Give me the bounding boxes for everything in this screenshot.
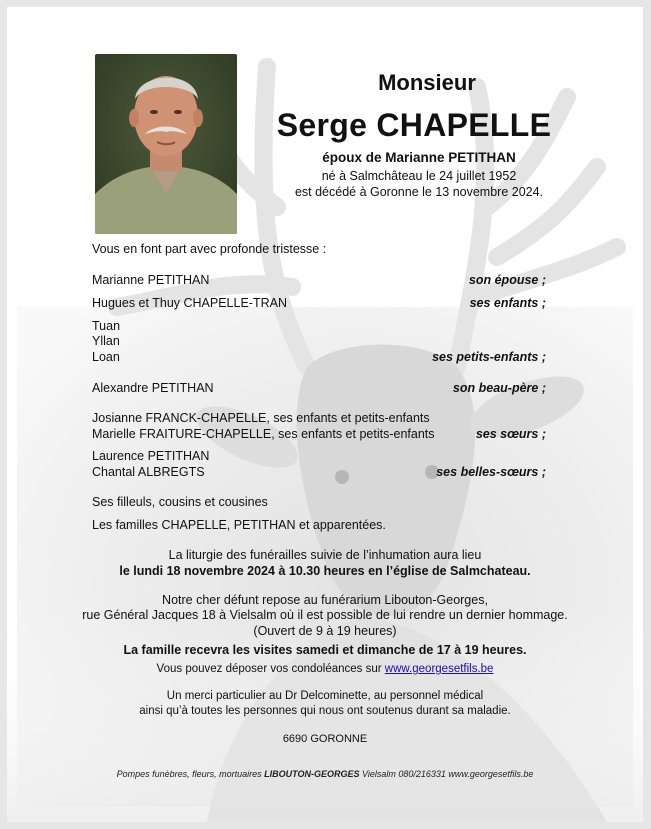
liturgy-line: La liturgie des funérailles suivie de l’inhumation aura lieu [168,548,482,562]
family-name: Loan [92,350,120,364]
family-relation: son épouse ; [468,273,546,287]
deceased-name: Serge CHAPELLE [276,107,552,143]
condolences-line [7,663,643,675]
family-relation: ses enfants ; [469,296,546,310]
footer-prefix: Pompes funèbres, fleurs, mortuaires [116,769,265,779]
thanks-line: Un merci particulier au Dr Delcominette, au personnel médical [166,690,484,702]
family-relation: ses belles-sœurs ; [436,465,546,479]
intro-text: Vous en font part avec profonde tristesse : [92,242,327,256]
rest-address: rue Général Jacques 18 à Vielsalm où il est possible de lui rendre un dernier hommage. [82,608,568,622]
family-name: Chantal ALBREGTS [92,465,205,479]
others-line: Les familles CHAPELLE, PETITHAN et apparentées. [92,518,386,532]
family-relation: ses petits-enfants ; [432,350,546,364]
footer-suffix: Vielsalm 080/216331 www.georgesetfils.be [359,769,534,779]
family-name: Hugues et Thuy CHAPELLE-TRAN [92,296,287,310]
family-relation: ses sœurs ; [475,427,546,441]
thanks-line: ainsi qu’à toutes les personnes qui nous ont soutenus durant sa maladie. [139,705,511,717]
footer-company: LIBOUTON-GEORGES [264,769,360,779]
birth-line: né à Salmchâteau le 24 juillet 1952 [321,169,517,183]
rest-line: Notre cher défunt repose au funérarium Libouton-Georges, [162,593,488,607]
honorific-title: Monsieur [378,70,476,95]
footer-line [7,769,643,779]
family-name: Laurence PETITHAN [92,449,210,463]
condolences-text: Vous pouvez déposer vos condoléances sur [156,663,385,675]
liturgy-date: le lundi 18 novembre 2024 à 10.30 heures en l’église de Salmchateau. [119,564,531,578]
death-line: est décédé à Goronne le 13 novembre 2024. [294,185,544,199]
address-line: 6690 GORONNE [282,733,368,745]
condolences-link[interactable]: www.georgesetfils.be [384,663,494,675]
spouse-line: époux de Marianne PETITHAN [322,150,516,165]
family-name: Josianne FRANCK-CHAPELLE, ses enfants et petits-enfants [92,411,430,425]
family-name: Tuan [92,319,121,333]
family-name: Alexandre PETITHAN [92,381,214,395]
family-relation: son beau-père ; [452,381,546,395]
family-name: Yllan [92,334,120,348]
visits-line: La famille recevra les visites samedi et dimanche de 17 à 19 heures. [123,643,527,657]
family-name: Marielle FRAITURE-CHAPELLE, ses enfants et petits-enfants [92,427,435,441]
family-name: Marianne PETITHAN [92,273,210,287]
rest-hours: (Ouvert de 9 à 19 heures) [253,624,397,638]
portrait-photo [95,54,237,234]
others-line: Ses filleuls, cousins et cousines [92,495,268,509]
obituary-page [7,7,643,822]
